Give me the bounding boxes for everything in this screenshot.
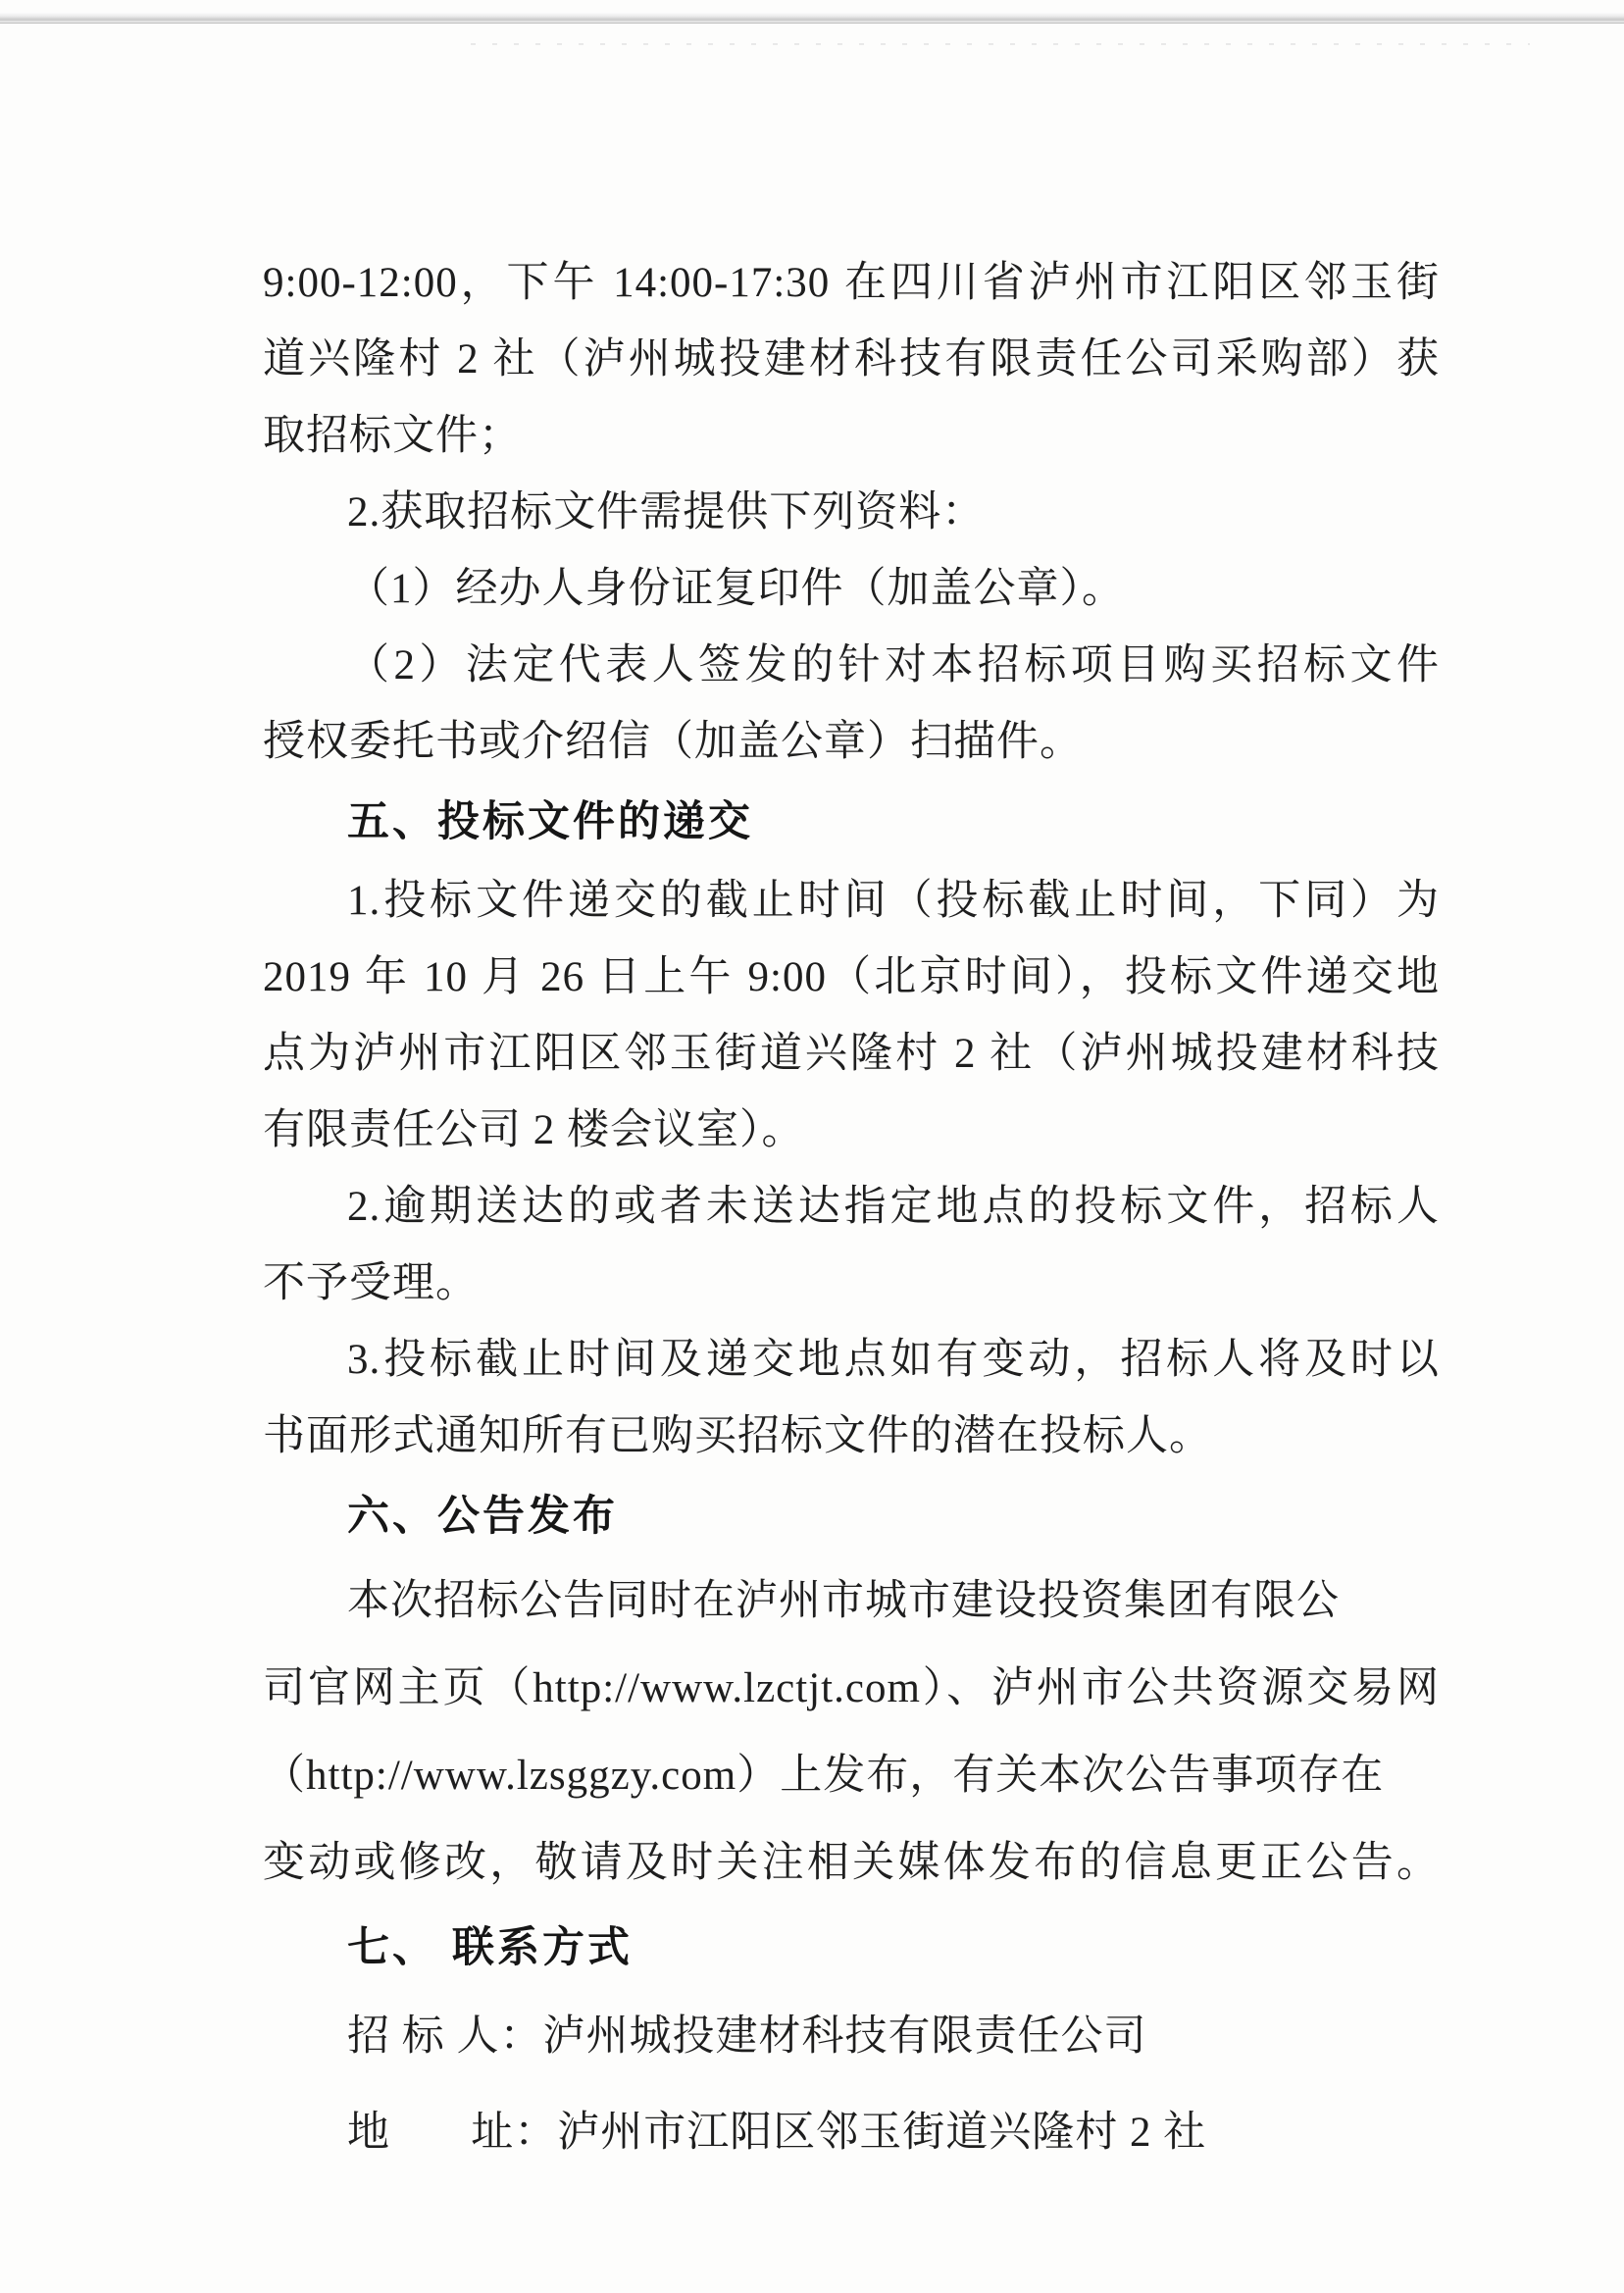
paragraph-line: 授权委托书或介绍信（加盖公章）扫描件。: [263, 719, 1083, 765]
paragraph-line: 取招标文件；: [263, 413, 522, 459]
section-heading-bid-submission: 五、投标文件的递交: [347, 798, 753, 845]
paragraph-line: 1.投标文件递交的截止时间（投标截止时间，下同）为: [347, 878, 1440, 924]
scan-artifact-line: [0, 13, 1624, 24]
paragraph-line: 变动或修改，敬请及时关注相关媒体发布的信息更正公告。: [263, 1840, 1440, 1886]
paragraph-line: 本次招标公告同时在泸州市城市建设投资集团有限公: [347, 1578, 1340, 1624]
paragraph-line: 点为泸州市江阳区邻玉街道兴隆村 2 社（泸州城投建材科技: [263, 1031, 1440, 1077]
document-content: [263, 245, 1440, 2181]
paragraph-line: 不予受理。: [263, 1260, 479, 1306]
paragraph-line: 道兴隆村 2 社（泸州城投建材科技有限责任公司采购部）获: [263, 336, 1440, 382]
paragraph-line: （http://www.lzsggzy.com）上发布，有关本次公告事项存在: [263, 1753, 1385, 1799]
section-heading-contact: 七、 联系方式: [347, 1924, 633, 1971]
section-heading-announcement: 六、公告发布: [347, 1493, 618, 1540]
contact-address-line: 地 址：泸州市江阳区邻玉街道兴隆村 2 社: [347, 2110, 1207, 2156]
paragraph-line: 书面形式通知所有已购买招标文件的潜在投标人。: [263, 1413, 1212, 1459]
paragraph-line: 2019 年 10 月 26 日上午 9:00（北京时间），投标文件递交地: [263, 954, 1440, 1000]
paragraph-line: 有限责任公司 2 楼会议室）。: [263, 1107, 805, 1153]
contact-tenderer-line: 招 标 人：泸州城投建材科技有限责任公司: [347, 2013, 1147, 2060]
paragraph-line: 2.逾期送达的或者未送达指定地点的投标文件，招标人: [347, 1184, 1440, 1230]
paragraph-line: 3.投标截止时间及递交地点如有变动，招标人将及时以: [347, 1337, 1440, 1383]
paragraph-line: （2）法定代表人签发的针对本招标项目购买招标文件: [347, 642, 1440, 688]
paragraph-line: 司官网主页（http://www.lzctjt.com）、泸州市公共资源交易网: [263, 1665, 1440, 1711]
paragraph-line: （1）经办人身份证复印件（加盖公章）。: [347, 566, 1125, 612]
paragraph-line: 9:00-12:00，下午 14:00-17:30 在四川省泸州市江阳区邻玉街: [263, 260, 1440, 306]
paragraph-line: 2.获取招标文件需提供下列资料：: [347, 489, 986, 535]
scan-artifact-speckles: [471, 43, 1530, 45]
